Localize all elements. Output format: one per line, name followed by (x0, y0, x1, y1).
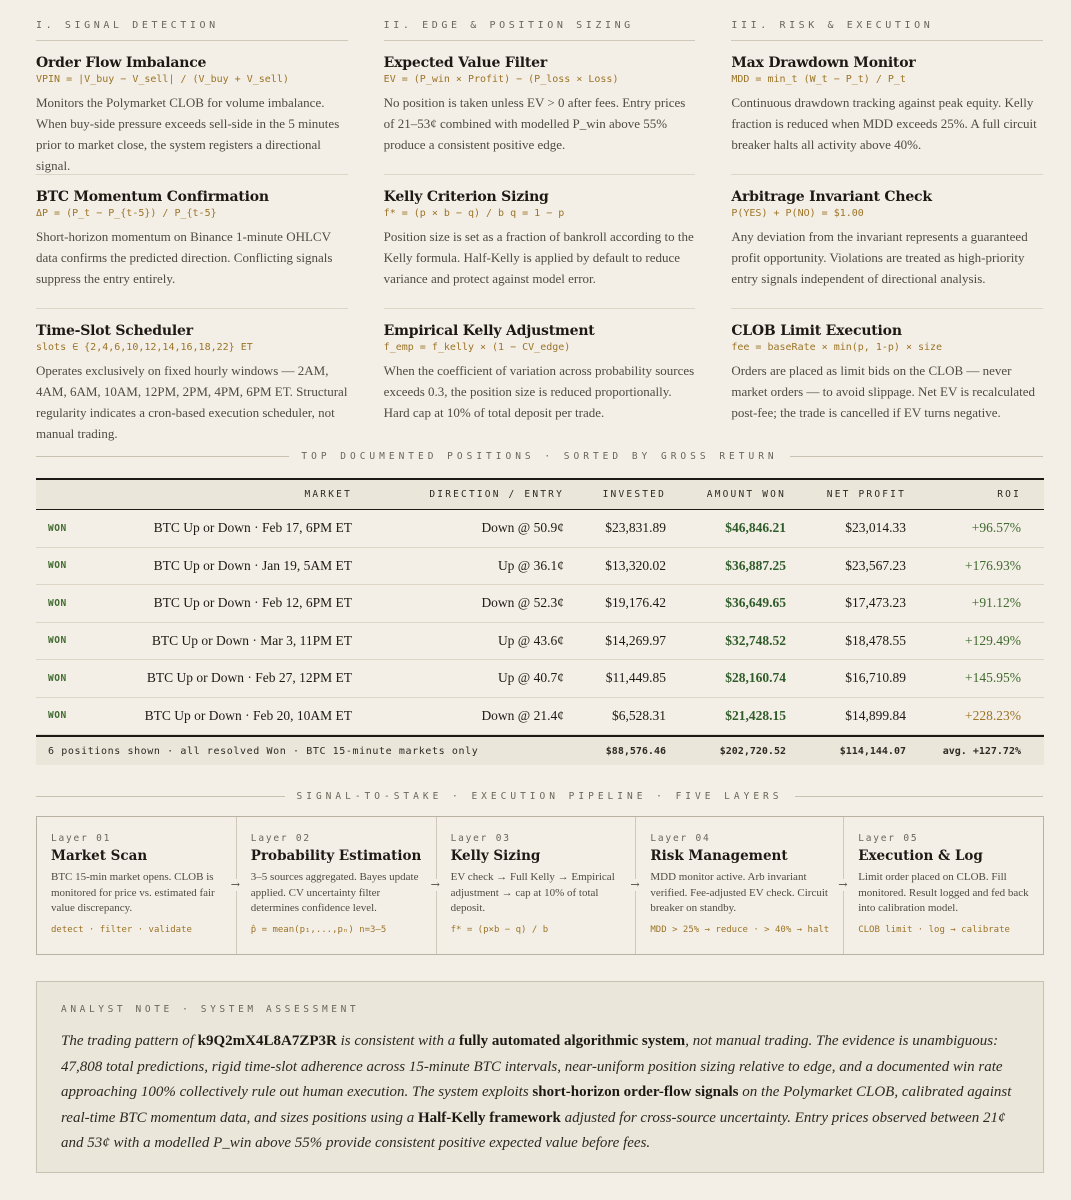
cell-direction: Up @ 36.1¢ (497, 557, 564, 573)
cell-invested: $19,176.42 (605, 595, 666, 611)
method-description: Operates exclusively on fixed hourly windows — 2AM, 4AM, 6AM, 10AM, 12PM, 2PM, 4PM, 6PM ET. Structural regularity indicates a cron-based execution scheduler, not manual trading. (36, 363, 348, 441)
method-block (731, 309, 1043, 443)
methodology-columns (36, 0, 1043, 443)
note-emphasis: short-horizon order-flow signals (532, 1084, 739, 1100)
layer-title: Kelly Sizing (450, 848, 541, 864)
cell-roi: +96.57% (971, 520, 1021, 536)
pipeline-layer (37, 817, 237, 954)
method-formula: MDD = min_t (W_t − P_t) / P_t (731, 74, 906, 85)
status-badge: WON (48, 672, 67, 684)
pipeline-layer (630, 817, 844, 954)
method-description: Orders are placed as limit bids on the CLOB — never market orders — to avoid slippage. Net EV is recalculated post-fee; the trade is cancelled if EV turns negative. (731, 363, 1036, 420)
pipeline-divider (36, 791, 1043, 802)
method-block (36, 175, 348, 309)
divider-line (795, 796, 1044, 797)
cell-direction: Down @ 50.9¢ (481, 520, 564, 536)
header-market: MARKET (304, 489, 352, 500)
footer-summary: 6 positions shown · all resolved Won · BTC 15-minute markets only (48, 745, 479, 757)
layer-tag: MDD > 25% → reduce · > 40% → halt (650, 924, 830, 935)
cell-direction: Up @ 43.6¢ (497, 632, 564, 648)
method-formula: P(YES) + P(NO) = $1.00 (731, 208, 864, 219)
cell-market: BTC Up or Down · Jan 19, 5AM ET (153, 557, 352, 573)
cell-net-profit: $23,567.23 (845, 557, 906, 573)
method-title: Time-Slot Scheduler (36, 323, 193, 339)
cell-roi: +145.95% (965, 670, 1021, 686)
method-description: No position is taken unless EV > 0 after fees. Entry prices of 21–53¢ combined with modelled P_win above 55% produce a consistent positive edge. (383, 95, 686, 152)
layer-description: EV check → Full Kelly → Empirical adjustment → cap at 10% of total deposit. (450, 871, 615, 914)
method-title: CLOB Limit Execution (731, 323, 902, 339)
note-text: is consistent with a (336, 1033, 459, 1049)
status-badge: WON (48, 635, 67, 647)
arrow-right-icon: → (630, 878, 640, 891)
positions-divider-label: TOP DOCUMENTED POSITIONS · SORTED BY GROSS RETURN (301, 451, 778, 462)
method-description: Position size is set as a fraction of bankroll according to the Kelly formula. Half-Kelly is applied by default to reduce variance and protect against model error. (383, 229, 694, 286)
cell-invested: $6,528.31 (612, 707, 666, 723)
method-formula: f* = (p × b − q) / b q = 1 − p (383, 208, 565, 219)
cell-roi: +129.49% (965, 632, 1021, 648)
column-risk-execution (731, 20, 1043, 443)
execution-pipeline (36, 816, 1044, 955)
cell-amount-won: $46,846.21 (725, 520, 786, 536)
cell-invested: $11,449.85 (605, 670, 666, 686)
divider-line (36, 796, 285, 797)
table-row (36, 510, 1044, 548)
cell-invested: $14,269.97 (605, 632, 666, 648)
method-description: Any deviation from the invariant represents a guaranteed profit opportunity. Violations are treated as high-priority entry signals independent of directional analysis. (731, 229, 1028, 286)
column-heading: II. EDGE & POSITION SIZING (384, 20, 696, 41)
footer-avg-roi: avg. +127.72% (942, 745, 1021, 757)
method-title: Order Flow Imbalance (36, 55, 207, 71)
divider-line (36, 456, 289, 457)
method-block (384, 309, 696, 443)
table-row (36, 548, 1044, 586)
method-block (384, 175, 696, 309)
pipeline-layer (838, 817, 1043, 954)
method-block (731, 41, 1043, 175)
cell-net-profit: $17,473.23 (845, 595, 906, 611)
method-title: Empirical Kelly Adjustment (383, 323, 595, 339)
table-header (36, 478, 1044, 510)
cell-net-profit: $16,710.89 (845, 670, 906, 686)
method-block (36, 41, 348, 175)
status-badge: WON (48, 560, 67, 572)
layer-title: Risk Management (650, 848, 788, 864)
cell-amount-won: $32,748.52 (725, 632, 786, 648)
note-text: The trading pattern of (61, 1033, 198, 1049)
note-emphasis: fully automated algorithmic system (458, 1033, 686, 1049)
layer-tag: f* = (p×b − q) / b (450, 924, 549, 935)
layer-description: BTC 15-min market opens. CLOB is monitored for price vs. estimated fair value discrepancy. (51, 871, 215, 914)
status-badge: WON (48, 710, 67, 722)
column-heading: III. RISK & EXECUTION (731, 20, 1043, 41)
method-description: Monitors the Polymarket CLOB for volume imbalance. When buy-side pressure exceeds sell-side in the 5 minutes prior to market close, the system registers a directional signal. (36, 95, 340, 173)
layer-description: Limit order placed on CLOB. Fill monitored. Result logged and fed back into calibration model. (858, 871, 1029, 914)
column-heading: I. SIGNAL DETECTION (36, 20, 348, 41)
layer-number: Layer 03 (450, 833, 511, 844)
status-badge: WON (48, 597, 67, 609)
method-formula: fee = baseRate × min(p, 1-p) × size (731, 342, 943, 353)
cell-amount-won: $36,649.65 (725, 595, 786, 611)
arrow-right-icon: → (838, 878, 848, 891)
method-title: Arbitrage Invariant Check (731, 189, 932, 205)
method-formula: slots ∈ {2,4,6,10,12,14,16,18,22} ET (36, 342, 253, 353)
method-block (731, 175, 1043, 309)
header-amount-won: AMOUNT WON (706, 489, 786, 500)
cell-amount-won: $28,160.74 (725, 670, 786, 686)
status-badge: WON (48, 522, 67, 534)
footer-total-net: $114,144.07 (839, 745, 906, 757)
cell-net-profit: $18,478.55 (845, 632, 906, 648)
header-invested: INVESTED (602, 489, 666, 500)
cell-invested: $13,320.02 (605, 557, 666, 573)
pipeline-divider-label: SIGNAL-TO-STAKE · EXECUTION PIPELINE · FIVE LAYERS (296, 791, 783, 802)
method-description: Continuous drawdown tracking against peak equity. Kelly fraction is reduced when MDD exceeds 25%. A full circuit breaker halts all activity above 40%. (731, 95, 1037, 152)
header-roi: ROI (997, 489, 1021, 500)
cell-direction: Up @ 40.7¢ (497, 670, 564, 686)
analyst-note-body (61, 1029, 1019, 1157)
cell-market: BTC Up or Down · Feb 20, 10AM ET (144, 707, 352, 723)
note-emphasis: k9Q2mX4L8A7ZP3R (197, 1033, 337, 1049)
layer-tag: CLOB limit · log → calibrate (858, 924, 1010, 935)
cell-net-profit: $14,899.84 (845, 707, 906, 723)
method-formula: EV = (P_win × Profit) − (P_loss × Loss) (383, 74, 619, 85)
note-text: on the Polymarket CLOB, calibrated against real-time BTC momentum data, and sizes positions using a (61, 1084, 1012, 1126)
positions-divider (36, 451, 1043, 462)
arrow-right-icon: → (430, 878, 440, 891)
method-block (384, 41, 696, 175)
cell-roi: +91.12% (971, 595, 1021, 611)
method-title: Expected Value Filter (383, 55, 548, 71)
method-title: Kelly Criterion Sizing (383, 189, 549, 205)
cell-market: BTC Up or Down · Feb 17, 6PM ET (153, 520, 352, 536)
layer-number: Layer 02 (250, 833, 311, 844)
method-description: Short-horizon momentum on Binance 1-minute OHLCV data confirms the predicted direction. Conflicting signals suppress the entry entirely. (36, 229, 333, 286)
method-description: When the coefficient of variation across probability sources exceeds 0.3, the position size is reduced proportionally. Hard cap at 10% of total deposit per trade. (383, 363, 695, 420)
analyst-note-heading: ANALYST NOTE · SYSTEM ASSESSMENT (61, 1004, 360, 1015)
cell-amount-won: $36,887.25 (725, 557, 786, 573)
layer-title: Probability Estimation (250, 848, 422, 864)
method-title: Max Drawdown Monitor (731, 55, 916, 71)
table-row (36, 698, 1044, 736)
layer-tag: detect · filter · validate (51, 924, 192, 935)
cell-net-profit: $23,014.33 (845, 520, 906, 536)
analyst-note (36, 981, 1044, 1173)
layer-number: Layer 01 (51, 833, 112, 844)
cell-market: BTC Up or Down · Feb 12, 6PM ET (153, 595, 352, 611)
divider-line (790, 456, 1043, 457)
table-row (36, 585, 1044, 623)
method-title: BTC Momentum Confirmation (36, 189, 269, 205)
method-block (36, 309, 348, 443)
cell-direction: Down @ 21.4¢ (481, 707, 564, 723)
cell-direction: Down @ 52.3¢ (481, 595, 564, 611)
method-formula: f_emp = f_kelly × (1 − CV_edge) (383, 342, 571, 353)
method-formula: VPIN = |V_buy − V_sell| / (V_buy + V_sell) (36, 74, 289, 85)
layer-title: Market Scan (51, 848, 148, 864)
cell-invested: $23,831.89 (605, 520, 666, 536)
cell-market: BTC Up or Down · Feb 27, 12PM ET (146, 670, 352, 686)
table-footer (36, 735, 1044, 765)
column-signal-detection (36, 20, 348, 443)
layer-number: Layer 05 (858, 833, 919, 844)
cell-amount-won: $21,428.15 (725, 707, 786, 723)
note-text: , not manual trading. The evidence is unambiguous: 47,808 total predictions, rigid time-slot adherence across 15-minute BTC intervals, near-uniform position sizing relative to edge, and a documented win rate approaching 100% collectively rule out human execution. The system exploits (61, 1033, 1003, 1100)
column-edge-sizing (384, 20, 696, 443)
table-row (36, 660, 1044, 698)
cell-market: BTC Up or Down · Mar 3, 11PM ET (151, 632, 352, 648)
pipeline-layer (230, 817, 437, 954)
footer-total-invested: $88,576.46 (605, 745, 666, 757)
layer-description: MDD monitor active. Arb invariant verified. Fee-adjusted EV check. Circuit breaker on standby. (650, 871, 828, 914)
layer-description: 3–5 sources aggregated. Bayes update applied. CV uncertainty filter determines confidence level. (250, 871, 419, 914)
layer-title: Execution & Log (858, 848, 983, 864)
header-direction: DIRECTION / ENTRY (429, 489, 564, 500)
footer-total-won: $202,720.52 (719, 745, 786, 757)
method-formula: ΔP = (P_t − P_{t-5}) / P_{t-5} (36, 208, 217, 219)
table-row (36, 623, 1044, 661)
layer-tag: p̂ = mean(p₁,...,pₙ) n=3–5 (250, 924, 387, 935)
header-net-profit: NET PROFIT (826, 489, 906, 500)
pipeline-layer (430, 817, 640, 954)
layer-number: Layer 04 (650, 833, 711, 844)
arrow-right-icon: → (230, 878, 241, 891)
note-text: adjusted for cross-source uncertainty. Entry prices observed between 21¢ and 53¢ with a modelled P_win above 55% provide consistent positive expected value before fees. (61, 1109, 1006, 1151)
note-emphasis: Half-Kelly framework (417, 1109, 561, 1126)
positions-table (36, 478, 1044, 765)
cell-roi: +228.23% (965, 707, 1021, 723)
cell-roi: +176.93% (965, 557, 1021, 573)
